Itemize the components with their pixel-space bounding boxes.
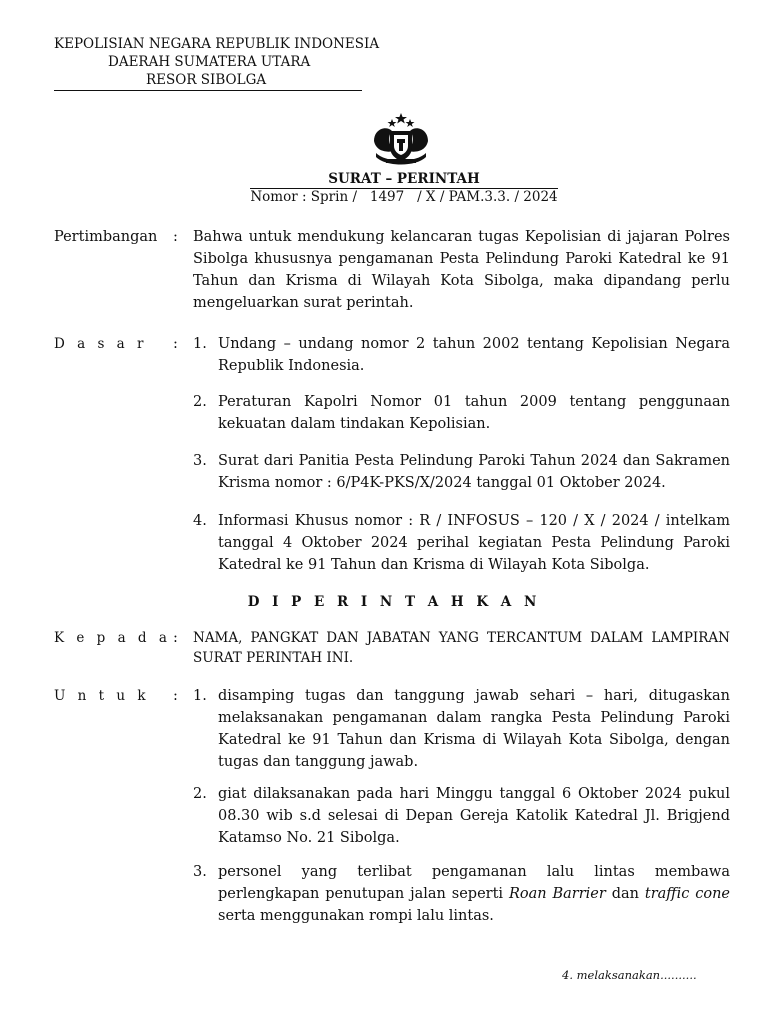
item-text: Informasi Khusus nomor : R / INFOSUS – 120 / X / 2024 / intelkam tanggal 4 Oktober 2024 perihal kegiatan Pesta Pelindung Paroki Katedral ke 91 Tahun dan Krisma di Wilayah Kota Sibolga. xyxy=(218,513,730,573)
item-text: giat dilaksanakan pada hari Minggu tanggal 6 Oktober 2024 pukul 08.30 wib s.d selesai di Depan Gereja Katolik Katedral Jl. Brigjend Katamso No. 21 Sibolga. xyxy=(218,786,730,846)
kepada-text: NAMA, PANGKAT DAN JABATAN YANG TERCANTUM DALAM LAMPIRAN SURAT PERINTAH INI. xyxy=(193,630,730,666)
header-underline xyxy=(54,90,362,91)
item-text-italic: traffic cone xyxy=(644,886,730,902)
item-text-part: personel yang terlibat pengamanan lalu lintas membawa perlengkapan penutupan jalan seperti xyxy=(218,864,730,902)
org-line-3: RESOR SIBOLGA xyxy=(146,72,267,88)
dasar-item-3 xyxy=(193,450,730,494)
untuk-item-2 xyxy=(193,783,730,849)
item-text: disamping tugas dan tanggung jawab sehari – hari, ditugaskan melaksanakan pengamanan dalam rangka Pesta Pelindung Paroki Katedral ke 91 Tahun dan Krisma di Wilayah Kota Sibolga, dengan tugas dan tanggung jawab. xyxy=(218,688,730,770)
dasar-label: D a s a r xyxy=(54,336,148,352)
dasar-item-4 xyxy=(193,510,730,576)
colon: : xyxy=(173,688,178,704)
kepada-label: K e p a d a xyxy=(54,630,171,646)
dasar-item-2 xyxy=(193,391,730,435)
untuk-item-3 xyxy=(193,861,730,927)
police-emblem-icon xyxy=(366,111,436,171)
diperintahkan-heading: D I P E R I N T A H K A N xyxy=(247,594,541,610)
item-text: Undang – undang nomor 2 tahun 2002 tentang Kepolisian Negara Republik Indonesia. xyxy=(218,336,730,374)
colon: : xyxy=(173,630,178,646)
item-number: 4. xyxy=(193,513,207,529)
organization-header xyxy=(54,35,380,89)
item-number: 1. xyxy=(193,336,207,352)
pertimbangan-text: Bahwa untuk mendukung kelancaran tugas Kepolisian di jajaran Polres Sibolga khususnya pengamanan Pesta Pelindung Paroki Katedral ke 91 Tahun dan Krisma di Wilayah Kota Sibolga, maka dipandang perlu mengeluarkan surat perintah. xyxy=(193,229,730,311)
document-title: SURAT – PERINTAH xyxy=(250,170,558,189)
item-number: 2. xyxy=(193,786,207,802)
colon: : xyxy=(173,336,178,352)
item-number: 1. xyxy=(193,688,207,704)
pertimbangan-label: Pertimbangan xyxy=(54,229,158,245)
item-text: Surat dari Panitia Pesta Pelindung Paroki Tahun 2024 dan Sakramen Krisma nomor : 6/P4K-PKS/X/2024 tanggal 01 Oktober 2024. xyxy=(218,453,730,491)
item-text xyxy=(218,861,730,927)
item-text-italic: Roan Barrier xyxy=(508,886,606,902)
org-line-1: KEPOLISIAN NEGARA REPUBLIK INDONESIA xyxy=(54,36,380,52)
org-line-2: DAERAH SUMATERA UTARA xyxy=(108,54,311,70)
item-number: 2. xyxy=(193,394,207,410)
item-number: 3. xyxy=(193,864,207,880)
document-number: Nomor : Sprin / 1497 / X / PAM.3.3. / 2024 xyxy=(250,189,558,205)
untuk-item-1 xyxy=(193,685,730,773)
item-text-part: serta menggunakan rompi lalu lintas. xyxy=(218,908,494,924)
item-number: 3. xyxy=(193,453,207,469)
continuation-note: 4. melaksanakan.......... xyxy=(562,968,697,982)
item-text-part: dan xyxy=(605,886,645,902)
colon: : xyxy=(173,229,178,245)
item-text: Peraturan Kapolri Nomor 01 tahun 2009 tentang penggunaan kekuatan dalam tindakan Kepolisian. xyxy=(218,394,730,432)
dasar-item-1 xyxy=(193,333,730,377)
untuk-label: U n t u k xyxy=(54,688,150,704)
